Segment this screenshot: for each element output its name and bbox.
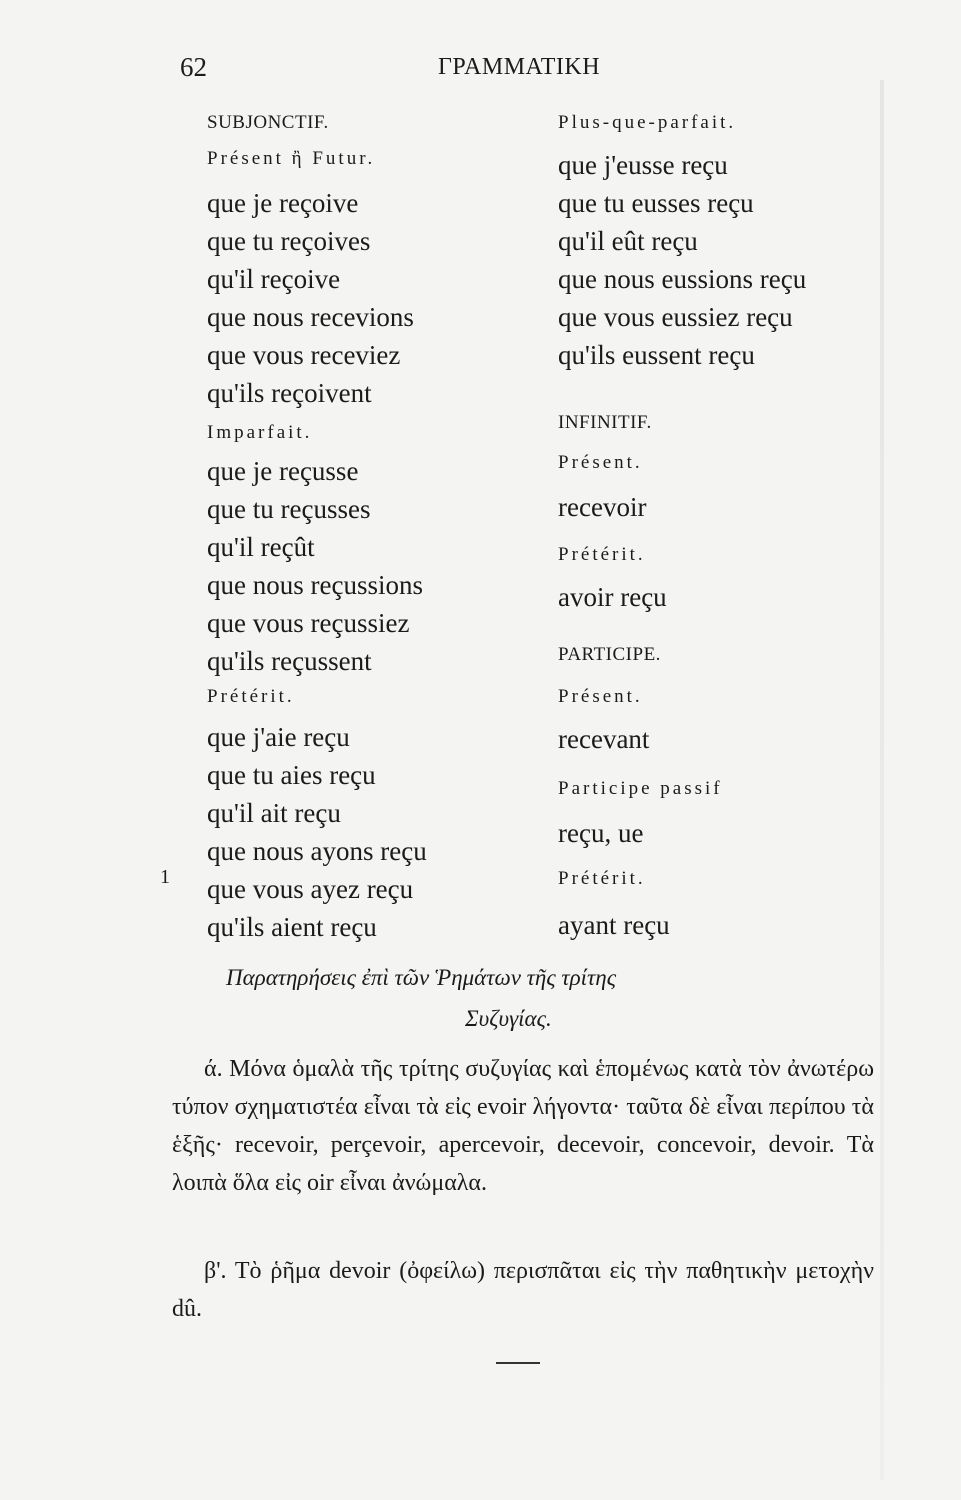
- notes-heading-line1: Παρατηρήσεις ἐπὶ τῶν Ῥημάτων τῆς τρίτης: [226, 965, 617, 990]
- tense-heading: Imparfait.: [207, 422, 313, 443]
- conjugation-line: que vous ayez reçu: [207, 874, 414, 904]
- tense-heading: Prétérit.: [207, 686, 295, 707]
- tense-heading: Prétérit.: [558, 868, 646, 889]
- notes-heading-line2: Συζυγίας.: [465, 1006, 552, 1031]
- conjugation-line: que nous recevions: [207, 302, 414, 332]
- conjugation-line: que je reçoive: [207, 188, 359, 218]
- conjugation-line: que j'eusse reçu: [558, 150, 728, 180]
- conjugation-line: que nous reçussions: [207, 570, 423, 600]
- conjugation-line: que nous eussions reçu: [558, 264, 807, 294]
- conjugation-line: qu'il reçoive: [207, 264, 341, 294]
- tense-heading: Participe passif: [558, 778, 723, 799]
- mood-heading: INFINITIF.: [558, 412, 652, 433]
- tense-heading: Présent ἢ Futur.: [207, 148, 376, 169]
- conjugation-line: qu'ils aient reçu: [207, 912, 377, 942]
- conjugation-line: que vous eussiez reçu: [558, 302, 793, 332]
- conjugation-line: que je reçusse: [207, 456, 359, 486]
- conjugation-line: qu'ils reçoivent: [207, 378, 372, 408]
- mood-heading: SUBJONCTIF.: [207, 112, 329, 133]
- mood-heading: PARTICIPE.: [558, 644, 661, 665]
- conjugation-line: qu'il ait reçu: [207, 798, 341, 828]
- margin-mark: 1: [160, 866, 170, 888]
- tense-heading: Présent.: [558, 686, 643, 707]
- running-title: ΓΡΑΜΜΑΤΙΚΗ: [438, 54, 601, 80]
- conjugation-line: qu'ils reçussent: [207, 646, 372, 676]
- conjugation-line: avoir reçu: [558, 582, 667, 612]
- conjugation-line: recevoir: [558, 492, 647, 522]
- note-paragraph-b: β'. Τὸ ῥῆμα devoir (ὀφείλω) περισπᾶται εἰς τὴν παθητικὴν μετοχὴν dû.: [172, 1258, 874, 1322]
- conjugation-line: que vous reçussiez: [207, 608, 410, 638]
- tense-heading: Prétérit.: [558, 544, 646, 565]
- conjugation-line: que j'aie reçu: [207, 722, 350, 752]
- note-paragraph-a: ά. Μόνα ὁμαλὰ τῆς τρίτης συζυγίας καὶ ἑπομένως κατὰ τὸν ἀνωτέρω τύπον σχηματιστέα εἶναι τὰ εἰς evoir λήγοντα· ταῦτα δὲ εἶναι περίπου τὰ ἑξῆς· recevoir, perçevoir, apercevoir, decevoir, concevoir, devoir. Τὰ λοιπὰ ὅλα εἰς oir εἶναι ἀνώμαλα.: [172, 1056, 874, 1196]
- conjugation-line: qu'ils eussent reçu: [558, 340, 755, 370]
- conjugation-line: qu'il eût reçu: [558, 226, 698, 256]
- conjugation-line: que tu eusses reçu: [558, 188, 754, 218]
- bleed-through-shadow: [880, 80, 884, 1480]
- conjugation-line: que tu aies reçu: [207, 760, 376, 790]
- conjugation-line: que tu reçusses: [207, 494, 371, 524]
- conjugation-line: que vous receviez: [207, 340, 401, 370]
- conjugation-line: ayant reçu: [558, 910, 670, 940]
- page-number: 62: [180, 52, 207, 82]
- tense-heading: Présent.: [558, 452, 643, 473]
- conjugation-line: qu'il reçût: [207, 532, 315, 562]
- conjugation-line: que nous ayons reçu: [207, 836, 427, 866]
- tense-heading: Plus-que-parfait.: [558, 112, 737, 133]
- closing-rule: [496, 1362, 540, 1364]
- conjugation-line: recevant: [558, 724, 650, 754]
- conjugation-line: que tu reçoives: [207, 226, 371, 256]
- conjugation-line: reçu, ue: [558, 818, 644, 848]
